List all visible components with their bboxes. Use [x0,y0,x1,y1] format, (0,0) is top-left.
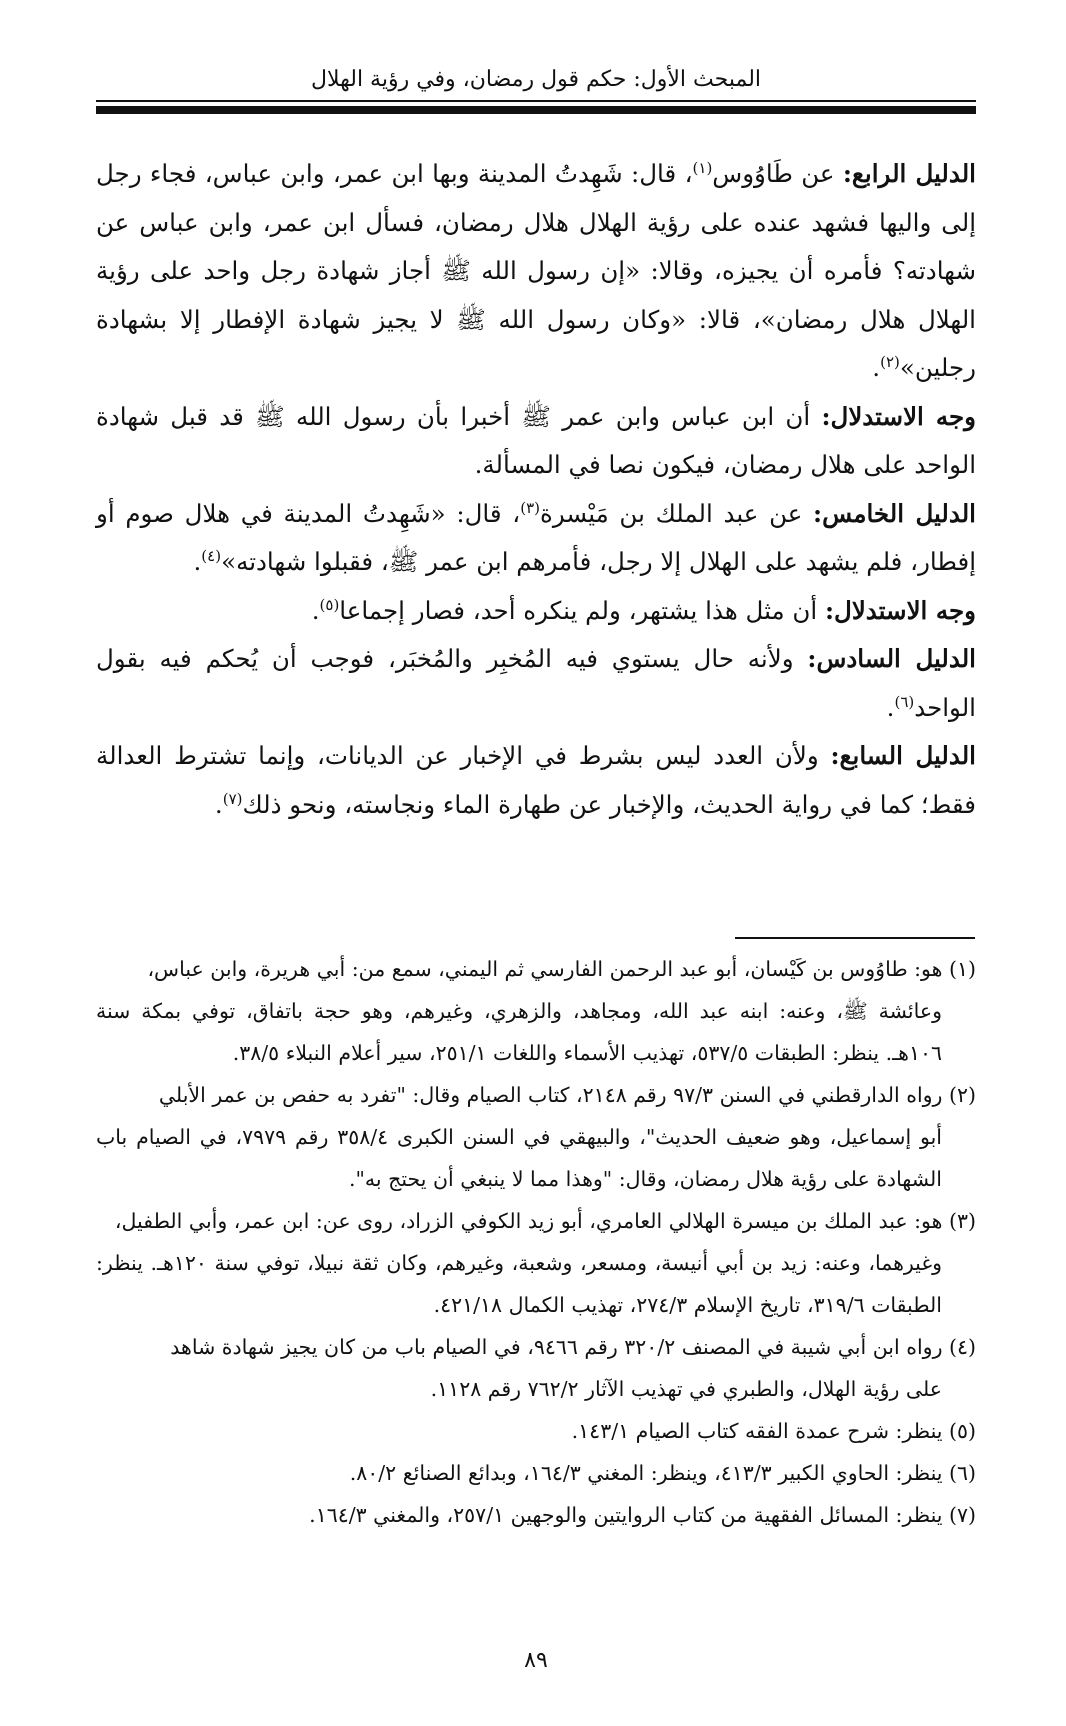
footnote-text: رواه الدارقطني في السنن ٩٧/٣ رقم ٢١٤٨، كتاب الصيام وقال: "تفرد به حفص بن عمر الأبلي [158,1083,949,1107]
page-number: ٨٩ [524,1648,548,1673]
paragraph-label: الدليل السابع: [830,741,976,770]
footnote-7 [96,1494,976,1536]
main-text [96,150,976,829]
footnotes [96,948,976,1536]
paragraph-inference-1 [96,393,976,490]
paragraph-text: ولأن العدد ليس بشرط في الإخبار عن الديانات، وإنما تشترط العدالة فقط؛ كما في رواية الحديث، والإخبار عن طهارة الماء ونجاسته، ونحو ذلك [96,741,976,819]
footnote-ref: (٥) [319,595,340,614]
paragraph-text: . [311,595,320,625]
paragraph-text: . [193,547,202,576]
paragraph-text: أن مثل هذا يشتهر، ولم ينكره أحد، فصار إجماعا [339,595,825,625]
paragraph-label: وجه الاستدلال: [821,401,976,431]
footnote-text: ينظر: المسائل الفقهية من كتاب الروايتين والوجهين ٢٥٧/١، والمغني ١٦٤/٣. [309,1503,949,1527]
paragraph-inference-2 [96,587,976,636]
footnote-2 [96,1074,976,1116]
paragraph-evidence-5 [96,490,976,587]
footnote-4 [96,1326,976,1368]
footnote-number: (٤) [948,1335,976,1359]
footnote-4-continued: على رؤية الهلال، والطبري في تهذيب الآثار ٧٦٢/٢ رقم ١١٢٨. [430,1377,942,1401]
paragraph-evidence-4 [96,150,976,393]
footnote-1-continued: وعائشة ﷺ، وعنه: ابنه عبد الله، ومجاهد، والزهري، وغيرهم، وهو حجة باتفاق، توفي بمكة سنة ١٠٦هـ. ينظر: الطبقات ٥٣٧/٥، تهذيب الأسماء واللغات ٢٥١/١، سير أعلام النبلاء ٣٨/٥. [96,999,942,1065]
paragraph-text: ، قال: «شَهِدتُ المدينة في هلال صوم أو إفطار، فلم يشهد على الهلال إلا رجل، فأمرهم ابن عمر ﷺ، فقبلوا شهادته» [96,498,976,576]
footnote-ref: (١) [692,158,713,177]
footnote-3 [96,1200,976,1242]
footnote-ref: (٣) [520,498,540,517]
footnote-ref: (٢) [880,352,900,371]
footnote-number: (٢) [948,1083,976,1107]
paragraph-label: الدليل الخامس: [813,498,976,528]
footnote-text: رواه ابن أبي شيبة في المصنف ٣٢٠/٢ رقم ٩٤٦٦، في الصيام باب من كان يجيز شهادة شاهد [170,1335,949,1359]
header-rule-thick [96,106,976,114]
footnote-3-continued: وغيرهما، وعنه: زيد بن أبي أنيسة، ومسعر، وشعبة، وغيرهم، وكان ثقة نبيلا، توفي سنة ١٢٠هـ. ينظر: الطبقات ٣١٩/٦، تاريخ الإسلام ٢٧٤/٣، تهذيب الكمال ٤٢١/١٨. [96,1251,942,1317]
footnote-number: (١) [948,957,976,981]
footnote-5 [96,1410,976,1452]
footnote-number: (٥) [948,1419,976,1443]
paragraph-label: الدليل الرابع: [842,159,976,188]
footnote-ref: (٦) [894,692,915,711]
footnote-text: هو: طاوُوس بن كَيْسان، أبو عبد الرحمن الفارسي ثم اليمني، سمع من: أبي هريرة، وابن عباس، [147,957,949,981]
paragraph-text: ولأنه حال يستوي فيه المُخبِر والمُخبَر، فوجب أن يُحكم فيه بقول الواحد [96,644,976,722]
running-header: المبحث الأول: حكم قول رمضان، وفي رؤية الهلال [310,67,762,92]
footnote-text: هو: عبد الملك بن ميسرة الهلالي العامري، أبو زيد الكوفي الزراد، روى عن: ابن عمر، وأبي الطفيل، [114,1209,949,1233]
paragraph-text: عن طَاوُوس [712,159,843,188]
paragraph-text: . [872,353,881,382]
paragraph-text: أن ابن عباس وابن عمر ﷺ أخبرا بأن رسول الله ﷺ قد قبل شهادة الواحد على هلال رمضان، فيكون نصا في المسألة. [96,401,976,479]
header-rule-thin [96,100,976,102]
footnote-number: (٣) [948,1209,976,1233]
footnote-6 [96,1452,976,1494]
footnote-2-continued: أبو إسماعيل، وهو ضعيف الحديث"، والبيهقي في السنن الكبرى ٣٥٨/٤ رقم ٧٩٧٩، في الصيام باب الشهادة على رؤية هلال رمضان، وقال: "وهذا مما لا ينبغي أن يحتج به". [96,1125,942,1191]
paragraph-label: الدليل السادس: [807,644,976,673]
footnote-ref: (٤) [201,546,222,565]
paragraph-text: ، قال: شَهِدتُ المدينة وبها ابن عمر، وابن عباس، فجاء رجل إلى واليها فشهد عنده على رؤية الهلال هلال رمضان، فسأل ابن عمر، وابن عباس عن شهادته؟ فأمره أن يجيزه، وقالا: «إن رسول الله ﷺ أجاز شهادة رجل واحد على رؤية الهلال هلال رمضان»، قالا: «وكان رسول الله ﷺ لا يجيز شهادة الإفطار إلا بشهادة رجلين» [96,159,976,382]
paragraph-text: . [886,692,895,722]
footnote-text: ينظر: الحاوي الكبير ٤١٣/٣، وينظر: المغني ١٦٤/٣، وبدائع الصنائع ٨٠/٢. [349,1461,949,1485]
footnote-number: (٧) [948,1503,976,1527]
footnote-1 [96,948,976,990]
paragraph-label: وجه الاستدلال: [824,595,976,625]
paragraph-evidence-7 [96,732,976,829]
paragraph-evidence-6 [96,635,976,732]
paragraph-text: عن عبد الملك بن مَيْسرة [539,498,814,528]
paragraph-text: . [214,789,223,819]
footnote-text: ينظر: شرح عمدة الفقه كتاب الصيام ١٤٣/١. [571,1419,949,1443]
footnote-ref: (٧) [222,789,243,808]
footnote-separator [735,937,975,939]
footnote-number: (٦) [948,1461,976,1485]
